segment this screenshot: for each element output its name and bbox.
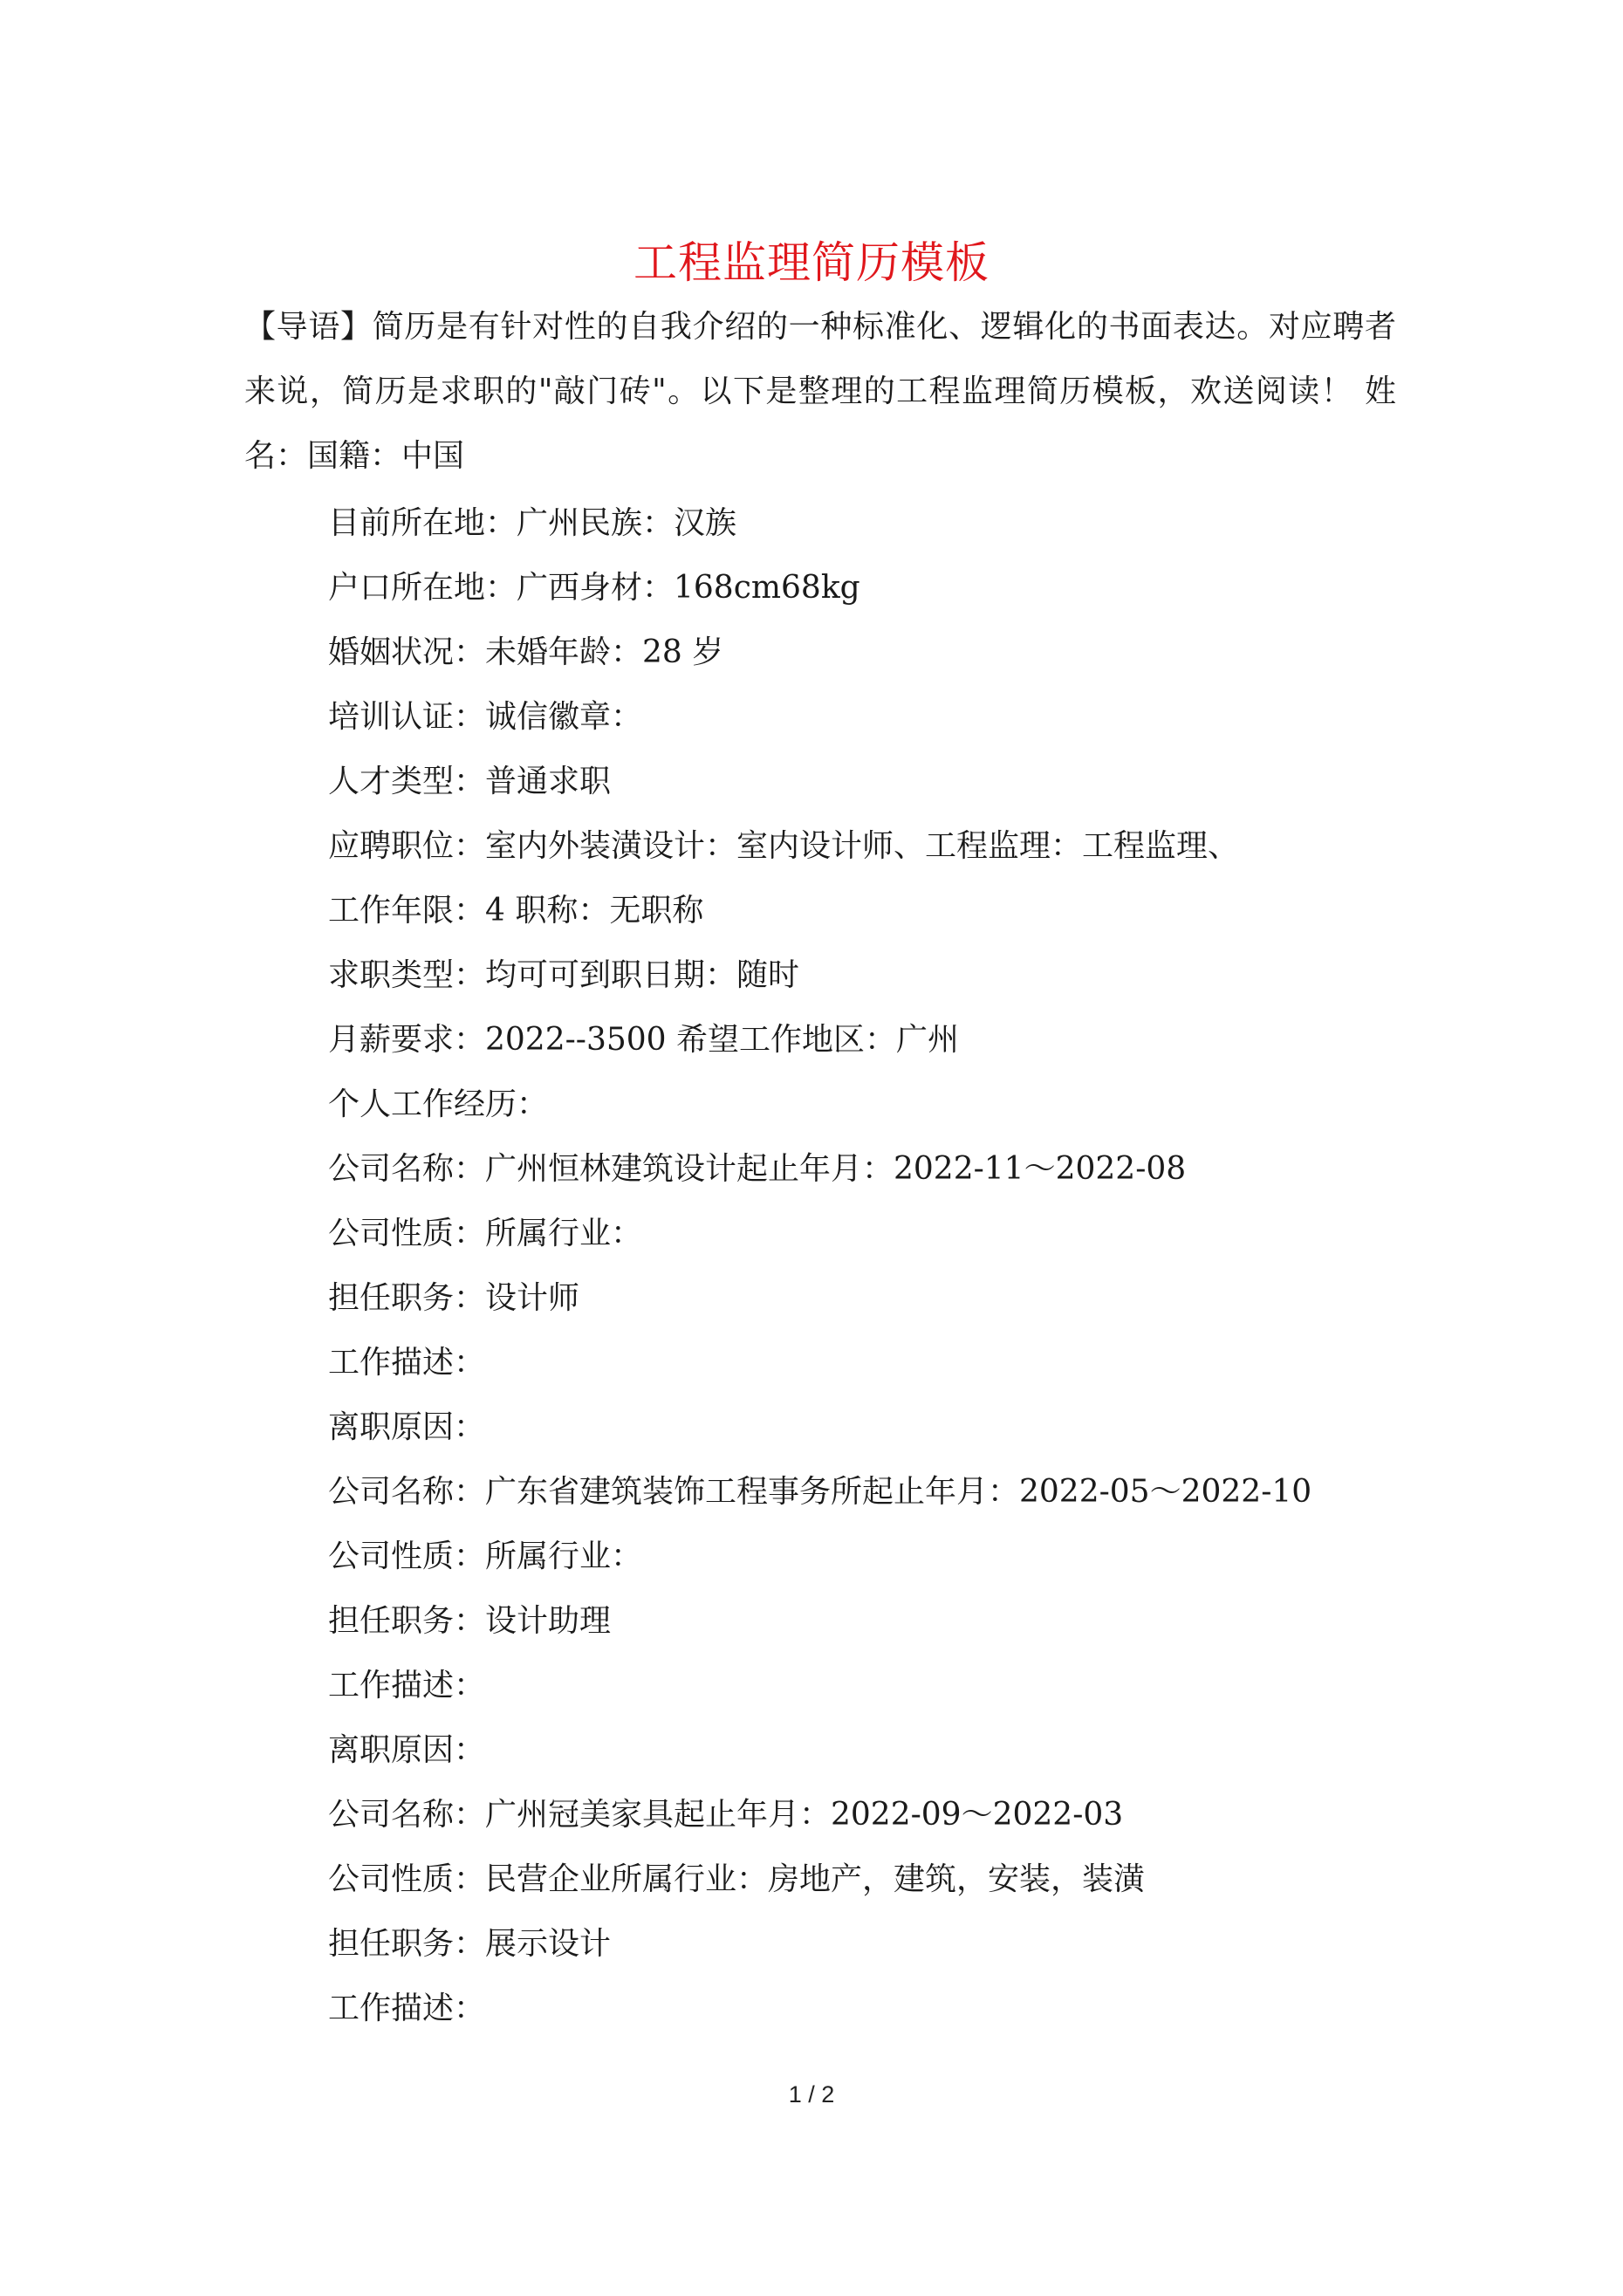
field-line: 公司名称：广东省建筑装饰工程事务所起止年月：2022-05～2022-10 bbox=[328, 1474, 1312, 1510]
field-line: 工作描述： bbox=[328, 1668, 486, 1703]
field-line: 离职原因： bbox=[328, 1732, 486, 1768]
field-line: 婚姻状况：未婚年龄：28 岁 bbox=[328, 634, 724, 670]
resume-fields bbox=[328, 491, 1410, 2041]
field-line: 公司性质：所属行业： bbox=[328, 1216, 643, 1251]
field-line: 担任职务：设计师 bbox=[328, 1280, 580, 1316]
field-line: 人才类型：普通求职 bbox=[328, 764, 612, 799]
field-line: 工作描述： bbox=[328, 1991, 486, 2026]
field-line: 工作年限：4 职称：无职称 bbox=[328, 893, 704, 929]
field-line: 应聘职位：室内外装潢设计：室内设计师、工程监理：工程监理、 bbox=[328, 828, 1240, 864]
field-line: 离职原因： bbox=[328, 1409, 486, 1445]
field-line: 担任职务：设计助理 bbox=[328, 1603, 612, 1639]
page-title: 工程监理简历模板 bbox=[633, 236, 990, 288]
field-line: 目前所在地：广州民族：汉族 bbox=[328, 505, 737, 541]
field-line: 公司性质：民营企业所属行业：房地产，建筑，安装，装潢 bbox=[328, 1861, 1146, 1897]
field-line: 户口所在地：广西身材：168cm68kg bbox=[328, 570, 860, 606]
field-line: 求职类型：均可可到职日期：随时 bbox=[328, 957, 800, 993]
field-line: 个人工作经历： bbox=[328, 1086, 549, 1122]
field-line: 公司名称：广州恒林建筑设计起止年月：2022-11～2022-08 bbox=[328, 1151, 1187, 1187]
field-line: 工作描述： bbox=[328, 1345, 486, 1381]
field-line: 担任职务：展示设计 bbox=[328, 1926, 612, 1962]
intro-paragraph: 【导语】简历是有针对性的自我介绍的一种标准化、逻辑化的书面表达。对应聘者来说，简历是求职的"敲门砖"。以下是整理的工程监理简历模板，欢送阅读！ 姓名：国籍：中国 bbox=[244, 309, 1396, 474]
field-line: 月薪要求：2022--3500 希望工作地区：广州 bbox=[328, 1022, 960, 1058]
page-number: 1 / 2 bbox=[788, 2081, 835, 2108]
field-line: 培训认证：诚信徽章： bbox=[328, 699, 643, 735]
field-line: 公司性质：所属行业： bbox=[328, 1539, 643, 1574]
field-line: 公司名称：广州冠美家具起止年月：2022-09～2022-03 bbox=[328, 1797, 1124, 1833]
